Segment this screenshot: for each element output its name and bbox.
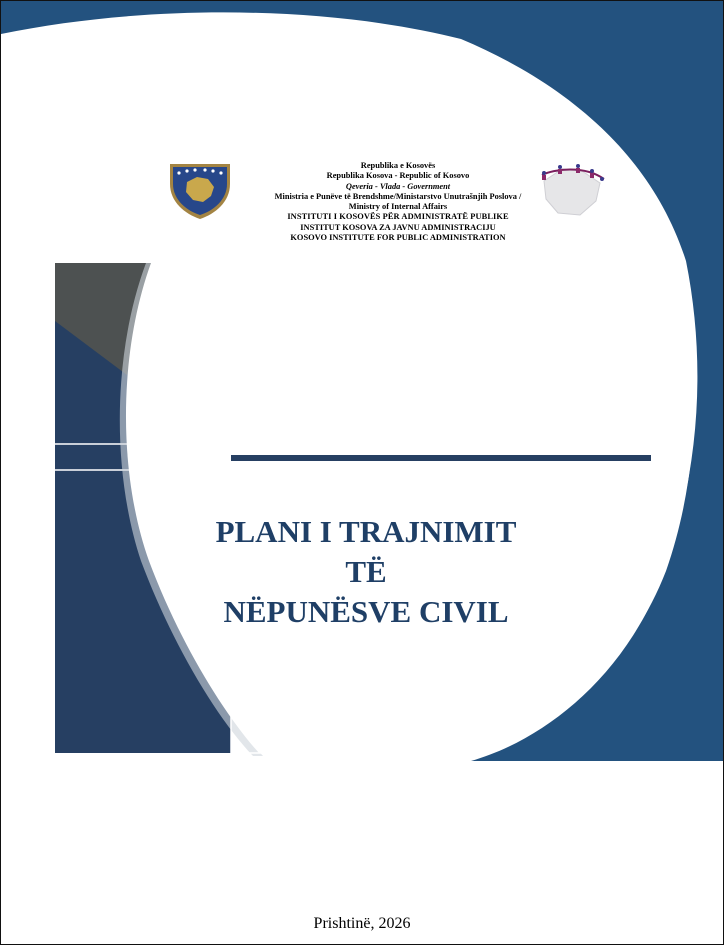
document-title bbox=[151, 512, 581, 632]
header-republic-sq: Republika e Kosovës bbox=[360, 161, 436, 170]
title-line-2: TË bbox=[345, 554, 387, 589]
header-government: Qeveria - Vlada - Government bbox=[345, 181, 451, 191]
header-institute-en: KOSOVO INSTITUTE FOR PUBLIC ADMINISTRATION bbox=[290, 233, 506, 243]
cover-background bbox=[1, 1, 723, 944]
header-ministry: Ministria e Punëve të Brendshme/Ministarstvo Unutrašnjih Poslova / bbox=[274, 192, 522, 202]
header-institute-sr: INSTITUT KOSOVA ZA JAVNU ADMINISTRACIJU bbox=[300, 222, 496, 232]
kosovo-coat-of-arms-icon bbox=[167, 162, 233, 220]
header-institute-sq: INSTITUTI I KOSOVËS PËR ADMINISTRATË PUBLIKE bbox=[287, 212, 509, 222]
place-date: Prishtinë, 2026 bbox=[313, 915, 411, 932]
title-line-1: PLANI I TRAJNIMIT bbox=[215, 514, 517, 549]
header-ministry-en: Ministry of Internal Affairs bbox=[348, 201, 448, 211]
title-rule bbox=[231, 455, 651, 461]
header-republic-multi: Republika Kosova - Republic of Kosovo bbox=[326, 171, 470, 181]
institution-header bbox=[237, 161, 559, 244]
title-line-3: NËPUNËSVE CIVIL bbox=[223, 594, 509, 629]
